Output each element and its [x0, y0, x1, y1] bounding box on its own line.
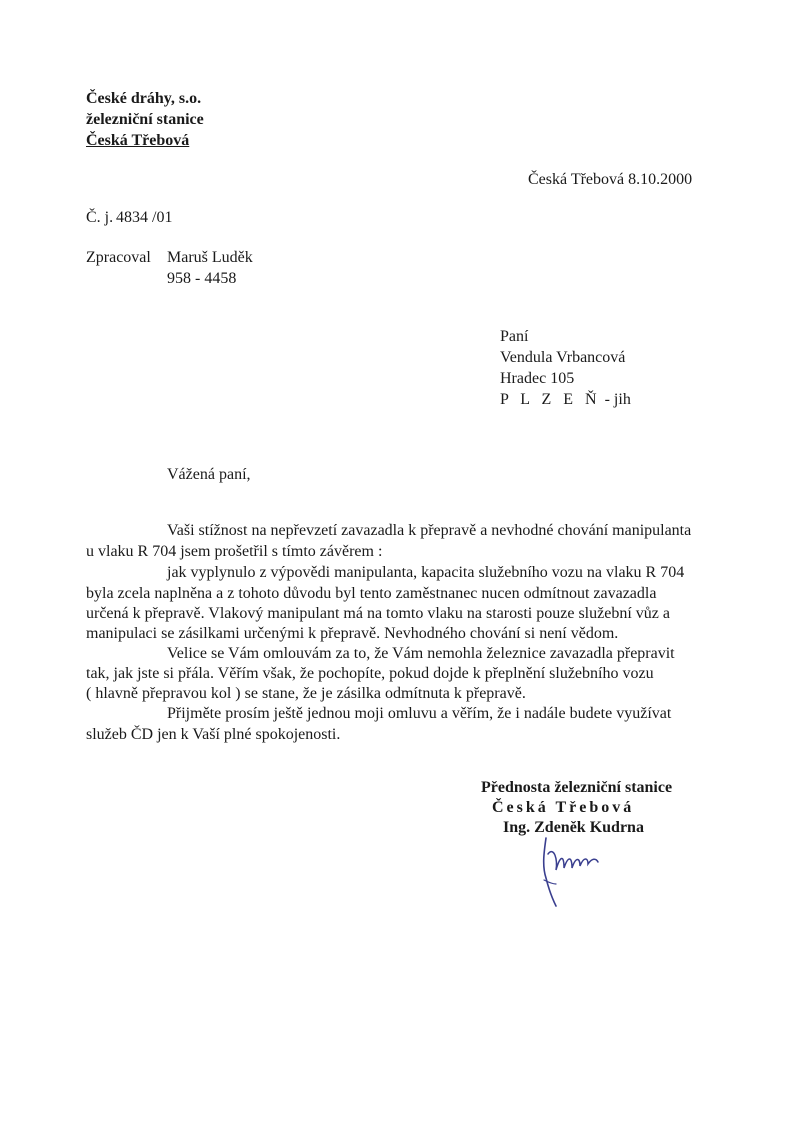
greeting: Vážená paní,: [167, 466, 251, 483]
body-line: ( hlavně přepravou kol ) se stane, že je zásilka odmítnuta k přepravě.: [86, 685, 526, 702]
body-line: Přijměte prosím ještě jednou moji omluvu a věřím, že i nadále budete využívat: [167, 705, 672, 722]
body-line: byla zcela naplněna a z tohoto důvodu byl tento zaměstnanec nucen odmítnout zavazadla: [86, 585, 657, 602]
recipient-city-line: [500, 390, 631, 410]
reference-number: 4834 /01: [116, 209, 173, 226]
processed-by-phone: 958 - 4458: [167, 270, 237, 287]
processed-by-label: Zpracoval: [86, 249, 151, 266]
body-line: jak vyplynulo z výpovědi manipulanta, kapacita služebního vozu na vlaku R 704: [167, 564, 685, 581]
reference-label: Č. j.: [86, 209, 114, 226]
sender-station: železniční stanice: [86, 111, 204, 128]
sender-city: Česká Třebová: [86, 132, 190, 149]
body-line: Velice se Vám omlouvám za to, že Vám nemohla železnice zavazadla přepravit: [167, 645, 675, 662]
recipient-street: Hradec 105: [500, 370, 575, 387]
body-line: u vlaku R 704 jsem prošetřil s tímto závěrem :: [86, 543, 383, 560]
body-line: manipulaci se zásilkami určenými k přepravě. Nevhodného chování si není vědom.: [86, 625, 619, 642]
sender-company: České dráhy, s.o.: [86, 90, 202, 107]
signature-name: Ing. Zdeněk Kudrna: [503, 819, 644, 836]
signature-station: Česká Třebová: [492, 799, 635, 816]
recipient-salutation: Paní: [500, 328, 529, 345]
processed-by-name: Maruš Luděk: [167, 249, 253, 266]
place-date: Česká Třebová 8.10.2000: [528, 171, 693, 188]
recipient-city: P L Z E Ň: [500, 391, 601, 408]
body-line: služeb ČD jen k Vaší plné spokojenosti.: [86, 726, 341, 743]
signature-title: Přednosta železniční stanice: [481, 779, 673, 796]
body-line: Vaši stížnost na nepřevzetí zavazadla k přepravě a nevhodné chování manipulanta: [167, 522, 692, 539]
handwritten-signature: [534, 832, 614, 912]
recipient-name: Vendula Vrbancová: [500, 349, 626, 366]
recipient-city-suffix: - jih: [604, 391, 631, 408]
body-line: tak, jak jste si přála. Věřím však, že pochopíte, pokud dojde k přeplnění služebního vozu: [86, 665, 654, 682]
body-line: určená k přepravě. Vlakový manipulant má na tomto vlaku na starosti pouze služební vůz a: [86, 605, 670, 622]
